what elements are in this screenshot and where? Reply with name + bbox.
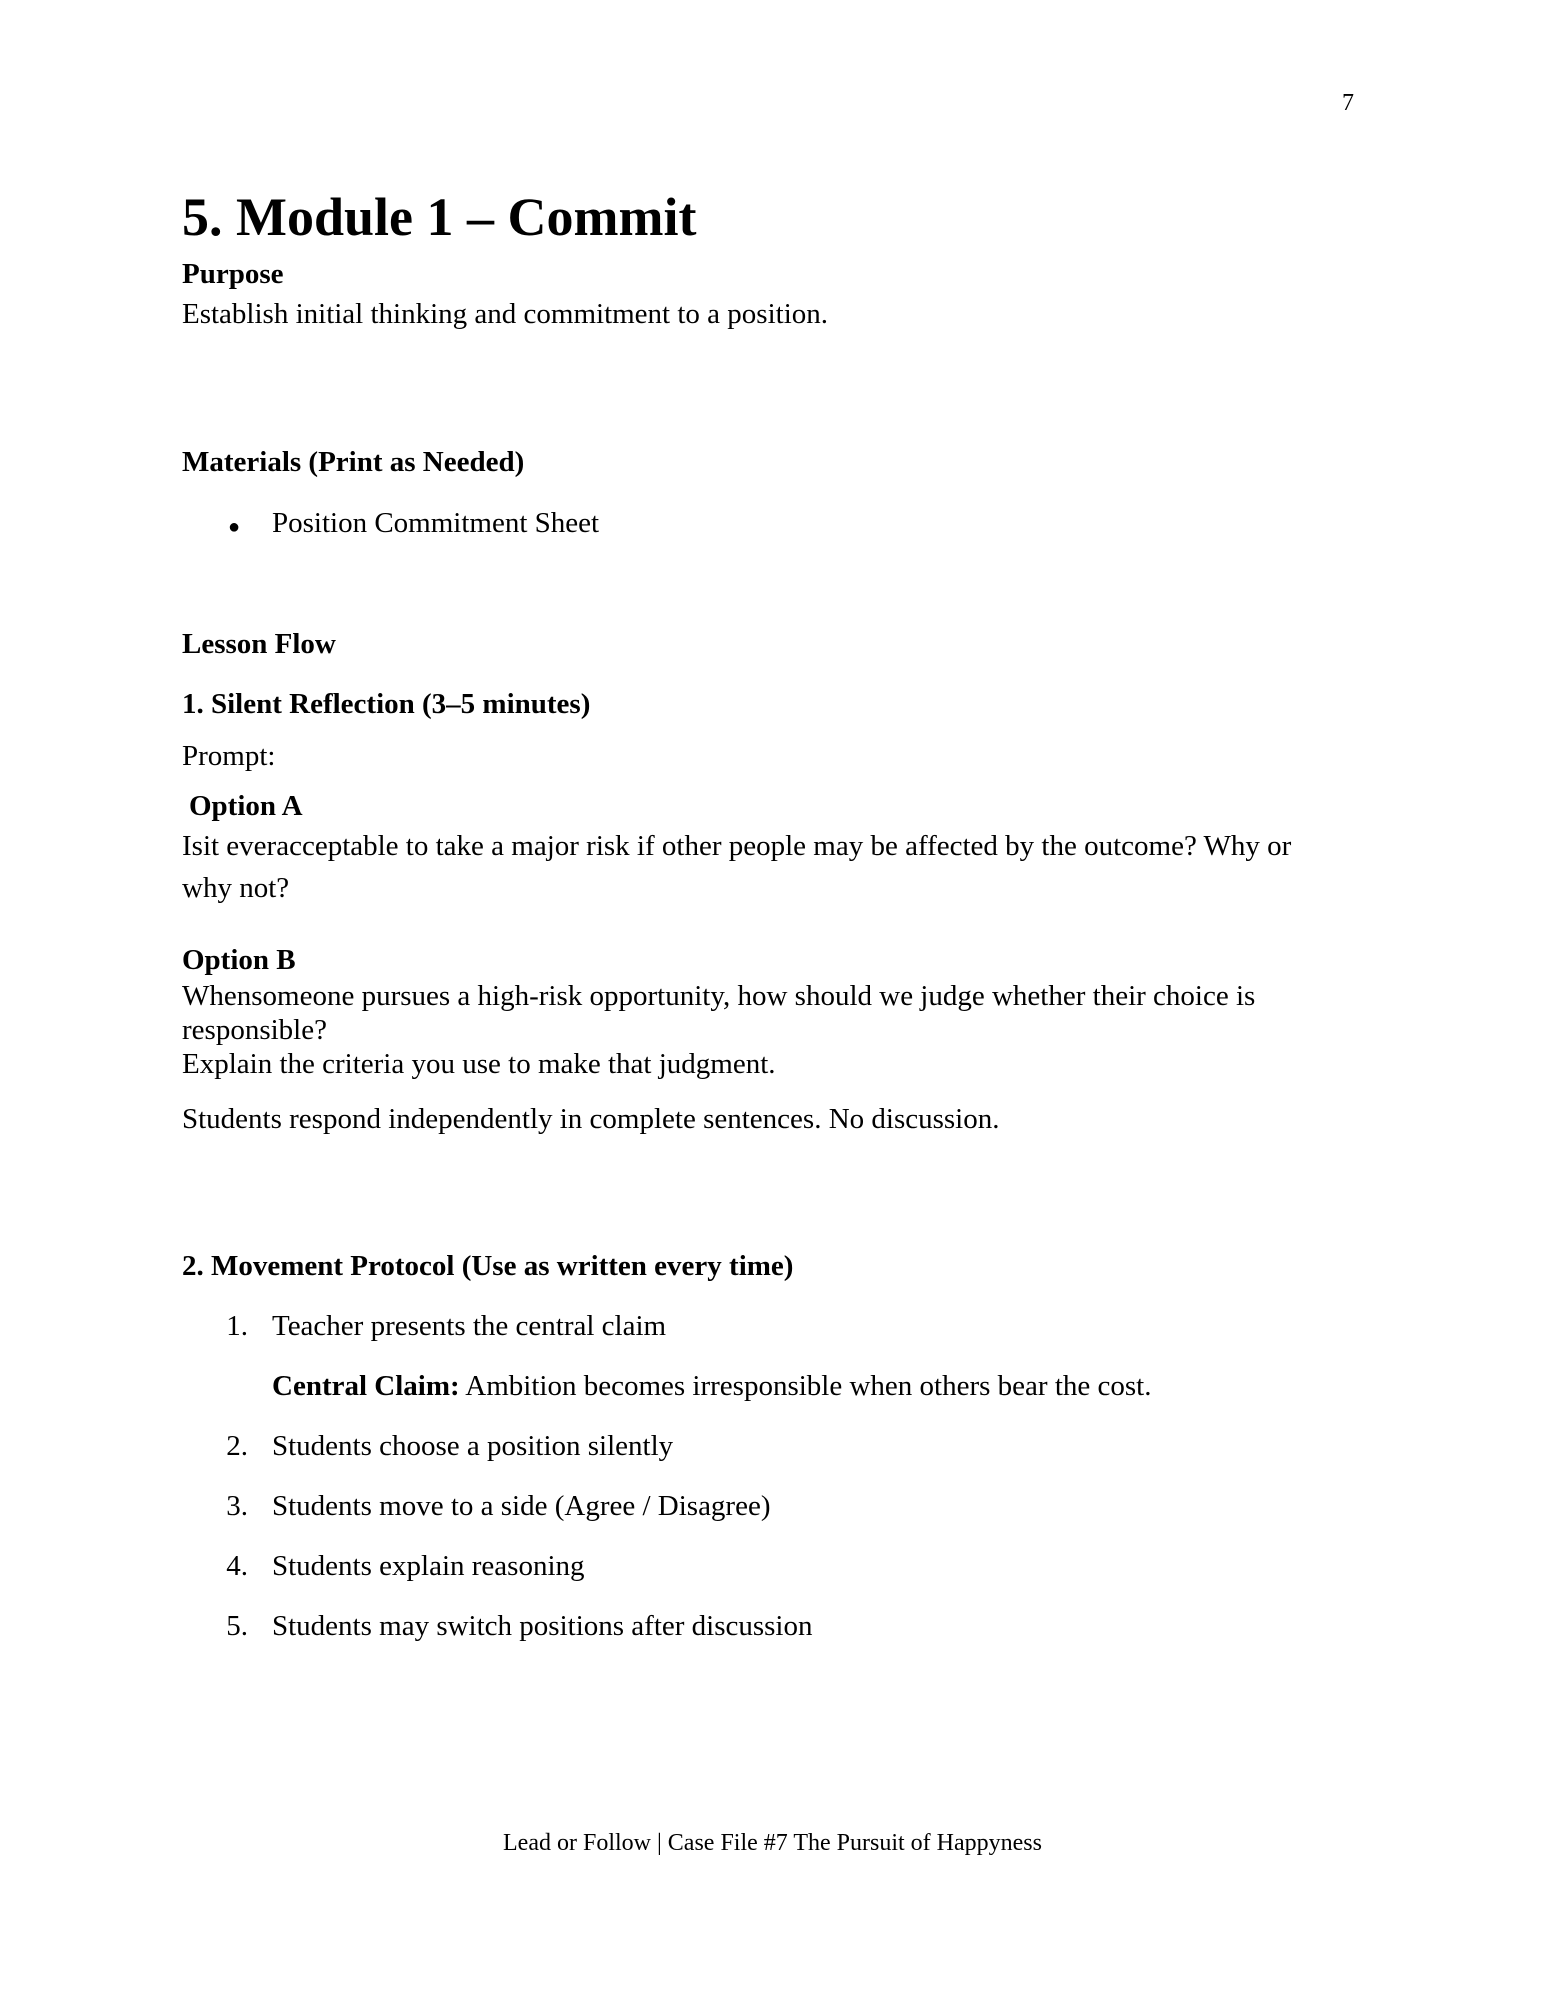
option-b-heading: Option B [182,944,296,976]
step-number: 4. [226,1550,248,1582]
option-a-line-1: Isit everacceptable to take a major risk if other people may be affected by the outcome? Why or [182,830,1292,862]
option-b-line-2: responsible? [182,1014,327,1046]
step-number: 2. [226,1430,248,1462]
bullet-icon: ● [228,516,241,538]
step-number: 5. [226,1610,248,1642]
option-b-line-1: Whensomeone pursues a high-risk opportunity, how should we judge whether their choice is [182,980,1256,1012]
central-claim-label: Central Claim: [272,1370,460,1402]
step-text: Students explain reasoning [272,1550,585,1582]
step-number: 1. [226,1310,248,1342]
materials-heading: Materials (Print as Needed) [182,446,525,478]
page-title: 5. Module 1 – Commit [182,187,697,247]
step-text: Teacher presents the central claim [272,1310,667,1342]
prompt-label: Prompt: [182,740,276,772]
step2-heading: 2. Movement Protocol (Use as written every time) [182,1250,794,1282]
step-text: Students move to a side (Agree / Disagree) [272,1490,771,1522]
page-footer: Lead or Follow | Case File #7 The Pursuit of Happyness [503,1830,1042,1856]
step1-heading: 1. Silent Reflection (3–5 minutes) [182,688,591,720]
instructions-text: Students respond independently in complete sentences. No discussion. [182,1103,1000,1135]
purpose-heading: Purpose [182,258,284,290]
page-number: 7 [1342,90,1354,116]
option-a-heading: Option A [189,790,303,822]
central-claim-text: Ambition becomes irresponsible when others bear the cost. [459,1370,1152,1402]
step-text: Students may switch positions after discussion [272,1610,813,1642]
purpose-text: Establish initial thinking and commitment to a position. [182,298,829,330]
materials-item: Position Commitment Sheet [272,507,600,539]
option-b-line-3: Explain the criteria you use to make that judgment. [182,1048,776,1080]
lesson-flow-heading: Lesson Flow [182,628,336,660]
step-text: Students choose a position silently [272,1430,674,1462]
option-a-line-2: why not? [182,872,290,904]
step-number: 3. [226,1490,248,1522]
central-claim [272,1370,1151,1403]
